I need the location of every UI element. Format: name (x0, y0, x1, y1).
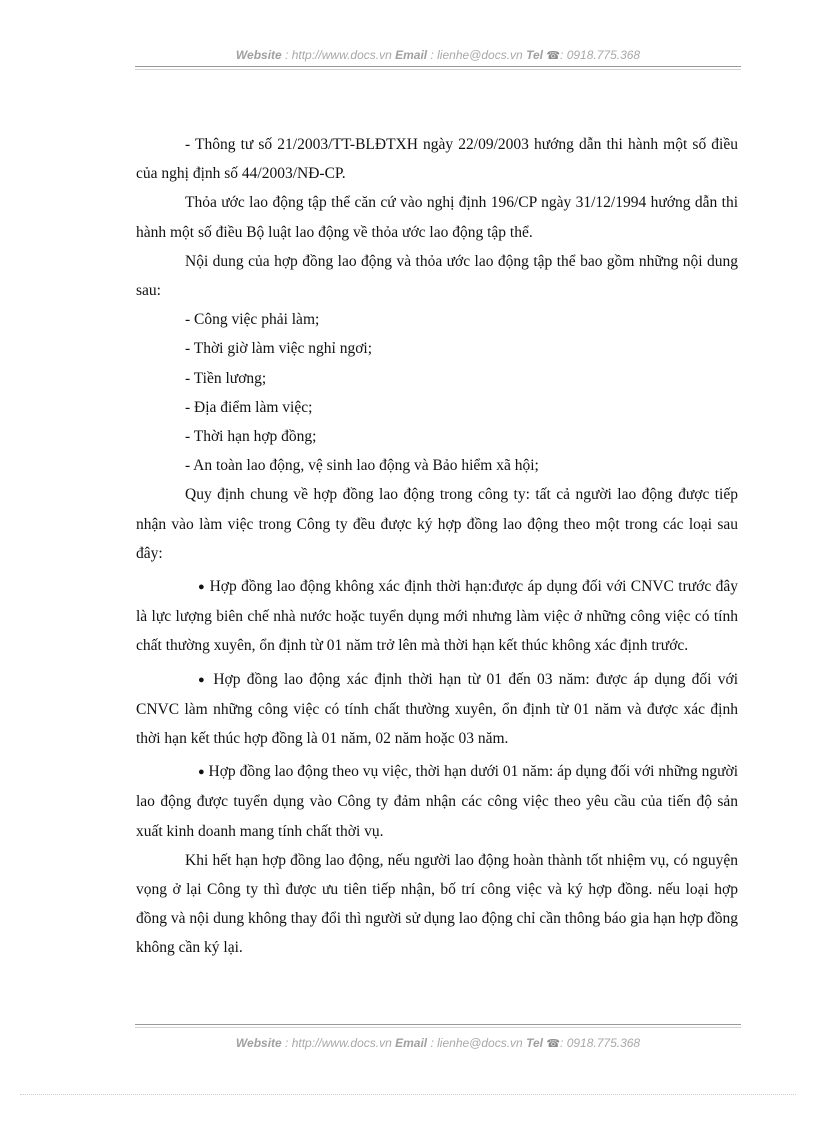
tel-label: Tel (526, 48, 543, 62)
website-separator: : (281, 1036, 292, 1050)
paragraph-contract-renewal: Khi hết hạn hợp đồng lao động, nếu người lao động hoàn thành tốt nhiệm vụ, có nguyện vọng ở lại Công ty thì được ưu tiên tiếp nhận, bố trí công việc và ký hợp đồng. nếu loại hợp đồng và nội dung không thay đổi thì người sử dụng lao động chỉ cần thông báo gia hạn hợp đồng không cần ký lại. (136, 851, 738, 957)
tel-label: Tel (526, 1036, 543, 1050)
bullet-icon: ● (198, 766, 205, 779)
page-bottom-dotted-line (20, 1094, 796, 1095)
tel-value: 0918.775.368 (566, 48, 641, 62)
tel-separator: : (560, 48, 567, 62)
paragraph-collective-agreement: Thỏa ước lao động tập thể căn cứ vào nghị định 196/CP ngày 31/12/1994 hướng dẫn thi hành một số điều Bộ luật lao động về thỏa ước lao động tập thể. (136, 194, 738, 241)
tel-separator: : (560, 1036, 567, 1050)
website-link[interactable]: http://www.docs.vn (291, 1036, 392, 1050)
document-body (136, 130, 738, 963)
footer-divider (135, 1024, 741, 1028)
bullet-indefinite-contract (136, 572, 738, 661)
bullet-seasonal-contract (136, 757, 738, 846)
email-separator: : (427, 48, 438, 62)
website-separator: : (281, 48, 292, 62)
bullet-text: Hợp đồng lao động theo vụ việc, thời hạn dưới 01 năm: áp dụng đối với những người lao động được tuyển dụng vào Công ty đảm nhận các công việc theo yêu cầu của tiến độ sản xuất kinh doanh mang tính chất thời vụ. (136, 763, 738, 840)
bullet-text: Hợp đồng lao động không xác định thời hạn:được áp dụng đối với CNVC trước đây là lực lượng biên chế nhà nước hoặc tuyển dụng mới nhưng làm việc ở những công việc có tính chất thường xuyên, ổn định từ 01 năm trở lên mà thời hạn kết thúc không xác định trước. (136, 578, 738, 655)
website-link[interactable]: http://www.docs.vn (291, 48, 392, 62)
website-label: Website (235, 1036, 282, 1050)
bullet-icon: ● (198, 673, 208, 686)
bullet-icon: ● (198, 581, 206, 594)
email-label: Email (395, 1036, 428, 1050)
phone-icon: ☎ (546, 1038, 561, 1050)
website-label: Website (235, 48, 282, 62)
list-item: - Tiền lương; (185, 369, 267, 387)
tel-value: 0918.775.368 (566, 1036, 641, 1050)
paragraph-contents-intro: Nội dung của hợp đồng lao động và thỏa ước lao động tập thể bao gồm những nội dung sau: (136, 252, 738, 300)
page-header (135, 48, 741, 62)
bullet-fixed-term-contract (136, 665, 738, 754)
paragraph-general-rules: Quy định chung về hợp đồng lao động trong công ty: tất cả người lao động được tiếp nhận vào làm việc trong Công ty đều được ký hợp đồng lao động theo một trong các loại sau đây: (136, 486, 738, 562)
list-item: - Công việc phải làm; (185, 311, 320, 329)
email-link[interactable]: lienhe@docs.vn (437, 1036, 523, 1050)
email-label: Email (395, 48, 428, 62)
email-link[interactable]: lienhe@docs.vn (437, 48, 523, 62)
list-item: - Thời hạn hợp đồng; (185, 428, 317, 446)
page-footer (135, 1036, 741, 1050)
email-separator: : (427, 1036, 438, 1050)
bullet-text: Hợp đồng lao động xác định thời hạn từ 01 đến 03 năm: được áp dụng đối với CNVC làm những công việc có tính chất thường xuyên, ổn định từ 01 năm và được xác định thời hạn kết thúc hợp đồng là 01 năm, 02 năm hoặc 03 năm. (136, 670, 739, 748)
list-item: - Địa điểm làm việc; (185, 398, 313, 416)
paragraph-circular: - Thông tư số 21/2003/TT-BLĐTXH ngày 22/09/2003 hướng dẫn thi hành một số điều của nghị định số 44/2003/NĐ-CP. (136, 136, 738, 183)
list-item: - An toàn lao động, vệ sinh lao động và Bảo hiểm xã hội; (185, 457, 539, 475)
header-divider (135, 66, 741, 70)
phone-icon: ☎ (546, 50, 561, 62)
list-item: - Thời giờ làm việc nghỉ ngơi; (185, 340, 373, 358)
